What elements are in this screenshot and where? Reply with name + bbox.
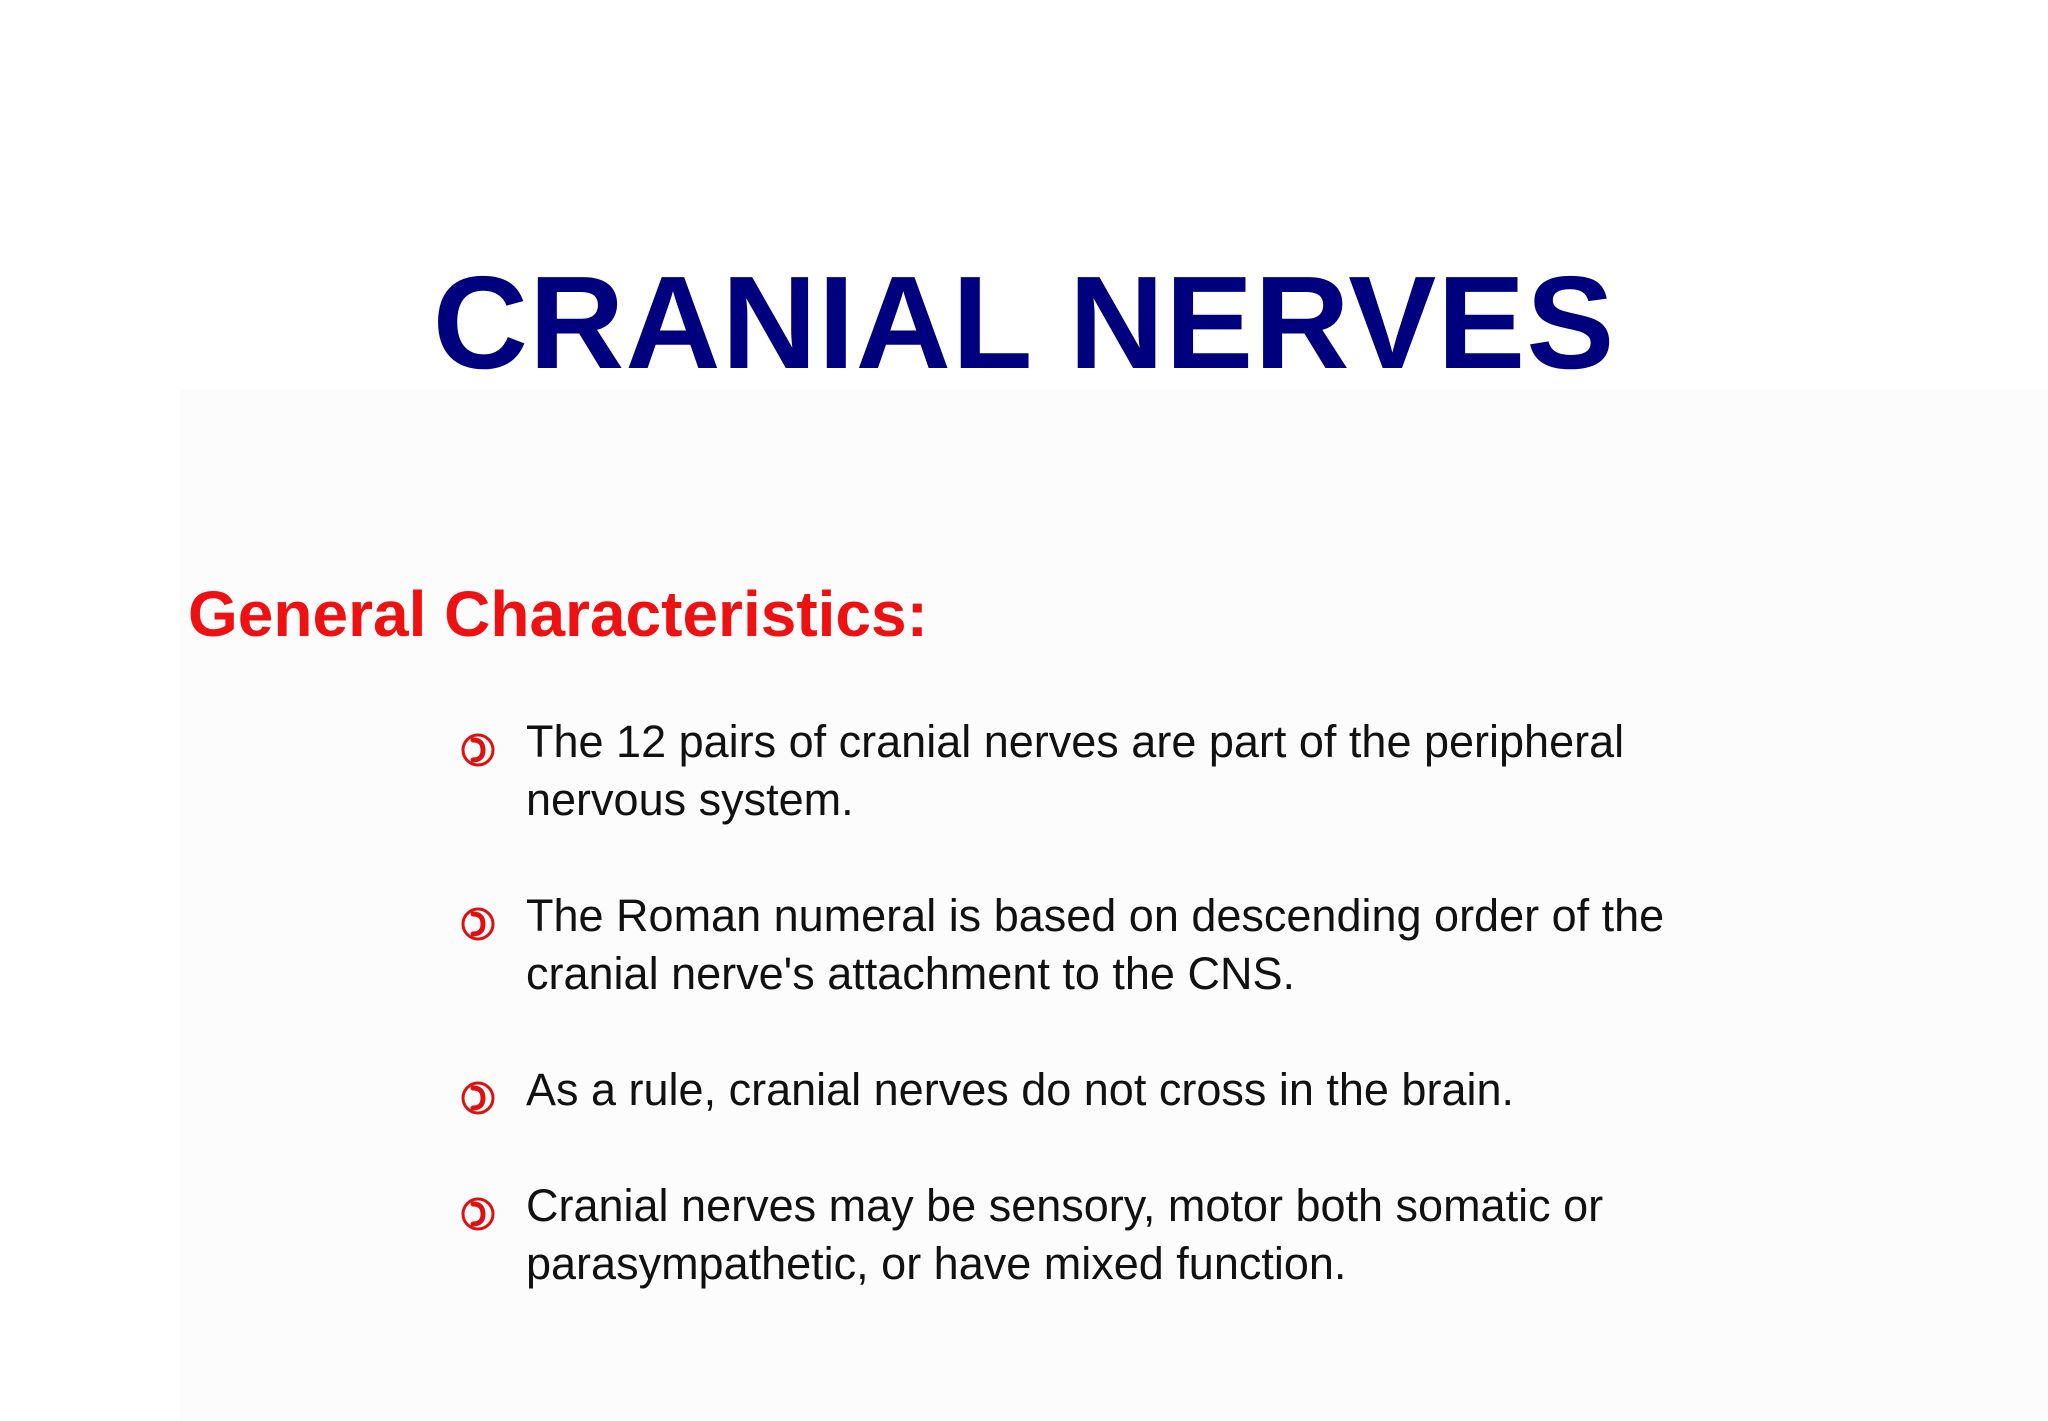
bullet-text: The Roman numeral is based on descending order of the cranial nerve's attachment to the CNS. xyxy=(526,890,1665,999)
phone-handset-icon xyxy=(458,730,498,770)
bullet-text: The 12 pairs of cranial nerves are part of the peripheral nervous system. xyxy=(526,716,1625,825)
phone-handset-icon xyxy=(458,1078,498,1118)
phone-handset-icon xyxy=(458,1194,498,1234)
bullet-text: Cranial nerves may be sensory, motor both somatic or parasympathetic, or have mixed function. xyxy=(526,1180,1604,1289)
phone-handset-icon xyxy=(458,904,498,944)
bullet-text: As a rule, cranial nerves do not cross in the brain. xyxy=(526,1064,1515,1115)
slide-title: CRANIAL NERVES xyxy=(432,249,1616,396)
section-heading: General Characteristics: xyxy=(188,578,928,650)
